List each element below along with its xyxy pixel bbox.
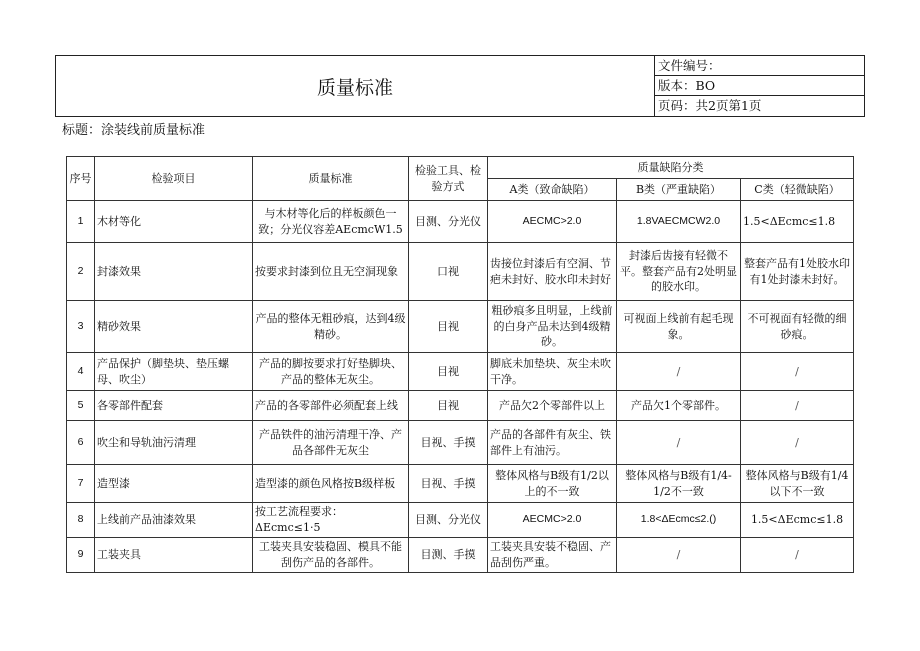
- document-header: [55, 55, 865, 117]
- row-class-c: /: [741, 353, 854, 391]
- row-standard: 产品的整体无粗砂痕，达到4级精砂。: [253, 301, 409, 353]
- row-seq: 3: [67, 301, 95, 353]
- row-class-a: 整体风格与B级有1/2以上的不一致: [488, 465, 617, 503]
- row-standard: 产品的脚按要求打好垫脚块、产品的整体无灰尘。: [253, 353, 409, 391]
- row-class-c: 整体风格与B级有1/4以下不一致: [741, 465, 854, 503]
- row-class-a: 粗砂痕多且明显，上线前的白身产品未达到4级精砂。: [488, 301, 617, 353]
- row-class-b: 1.8VAECMCW2.0: [617, 201, 741, 243]
- row-tools: 目视、手摸: [409, 421, 488, 465]
- page-title: 质量标准: [56, 56, 655, 116]
- table-row: [67, 503, 854, 538]
- row-class-a: 产品的各部件有灰尘、铁部件上有油污。: [488, 421, 617, 465]
- header-defect-group: 质量缺陷分类: [488, 157, 854, 179]
- header-tools: 检验工具、检验方式: [409, 157, 488, 201]
- row-standard: 产品的各零部件必须配套上线: [253, 391, 409, 421]
- row-class-c: 整套产品有1处胶水印有1处封漆未封好。: [741, 243, 854, 301]
- table-row: [67, 243, 854, 301]
- table-row: [67, 421, 854, 465]
- row-item: 各零部件配套: [95, 391, 253, 421]
- header-class-c: C类（轻微缺陷）: [741, 179, 854, 201]
- row-tools: 目测、手摸: [409, 537, 488, 572]
- table-row: [67, 537, 854, 572]
- table-row: [67, 391, 854, 421]
- page-label: 页码：共2页第1页: [658, 98, 762, 113]
- row-seq: 9: [67, 537, 95, 572]
- row-class-b: 封漆后齿接有轻微不平。整套产品有2处明显的胶水印。: [617, 243, 741, 301]
- row-standard: 按要求封漆到位且无空洞现象: [253, 243, 409, 301]
- row-class-c: 1.5<ΔEcmc≤1.8: [741, 201, 854, 243]
- row-item: 精砂效果: [95, 301, 253, 353]
- header-seq: 序号: [67, 157, 95, 201]
- document-subtitle: 标题：涂装线前质量标准: [62, 123, 206, 138]
- row-class-c: /: [741, 537, 854, 572]
- table-row: [67, 301, 854, 353]
- row-tools: 目视、手摸: [409, 465, 488, 503]
- row-standard: 造型漆的颜色风格按B级样板: [253, 465, 409, 503]
- row-item: 吹尘和导轨油污清理: [95, 421, 253, 465]
- row-seq: 2: [67, 243, 95, 301]
- row-item: 木材等化: [95, 201, 253, 243]
- header-class-a: A类（致命缺陷）: [488, 179, 617, 201]
- row-item: 封漆效果: [95, 243, 253, 301]
- row-class-a: 工装夹具安装不稳固、产品刮伤严重。: [488, 537, 617, 572]
- header-class-b: B类（严重缺陷）: [617, 179, 741, 201]
- row-standard: 按工艺流程要求：ΔEcmc≤1·5: [253, 503, 409, 538]
- row-seq: 1: [67, 201, 95, 243]
- row-class-a: AECMC>2.0: [488, 503, 617, 538]
- header-standard: 质量标准: [253, 157, 409, 201]
- row-class-b: 产品欠1个零部件。: [617, 391, 741, 421]
- row-tools: 目视: [409, 353, 488, 391]
- row-standard: 工装夹具安装稳固、模具不能刮伤产品的各部件。: [253, 537, 409, 572]
- row-item: 上线前产品油漆效果: [95, 503, 253, 538]
- row-class-a: 脚底未加垫块、灰尘未吹干净。: [488, 353, 617, 391]
- table-row: [67, 353, 854, 391]
- row-class-c: /: [741, 421, 854, 465]
- row-tools: 目测、分光仪: [409, 201, 488, 243]
- row-standard: 产品铁件的油污清理干净、产品各部件无灰尘: [253, 421, 409, 465]
- table-row: [67, 201, 854, 243]
- row-tools: 目视: [409, 301, 488, 353]
- row-seq: 4: [67, 353, 95, 391]
- row-class-c: /: [741, 391, 854, 421]
- row-class-a: 齿接位封漆后有空洞、节疤未封好、胶水印未封好: [488, 243, 617, 301]
- row-seq: 6: [67, 421, 95, 465]
- version-label: 版本：BO: [654, 76, 864, 96]
- header-item: 检验项目: [95, 157, 253, 201]
- row-class-b: /: [617, 353, 741, 391]
- table-row: [67, 465, 854, 503]
- row-class-b: /: [617, 537, 741, 572]
- row-seq: 7: [67, 465, 95, 503]
- row-class-c: 1.5<ΔEcmc≤1.8: [741, 503, 854, 538]
- row-class-a: AECMC>2.0: [488, 201, 617, 243]
- row-tools: 目视: [409, 391, 488, 421]
- row-item: 工装夹具: [95, 537, 253, 572]
- row-class-c: 不可视面有轻微的细砂痕。: [741, 301, 854, 353]
- row-tools: 口视: [409, 243, 488, 301]
- row-class-b: 1.8<ΔEcmc≤2.(): [617, 503, 741, 538]
- row-class-b: 整体风格与B级有1/4-1/2不一致: [617, 465, 741, 503]
- row-class-b: /: [617, 421, 741, 465]
- quality-standard-table: [66, 156, 854, 573]
- row-class-a: 产品欠2个零部件以上: [488, 391, 617, 421]
- row-tools: 目测、分光仪: [409, 503, 488, 538]
- document-meta: [654, 56, 864, 116]
- row-seq: 5: [67, 391, 95, 421]
- row-seq: 8: [67, 503, 95, 538]
- row-item: 产品保护（脚垫块、垫压螺母、吹尘）: [95, 353, 253, 391]
- row-standard: 与木材等化后的样板颜色一致；分光仪容差AEcmcW1.5: [253, 201, 409, 243]
- row-item: 造型漆: [95, 465, 253, 503]
- doc-number-label: 文件编号：: [654, 56, 864, 76]
- row-class-b: 可视面上线前有起毛现象。: [617, 301, 741, 353]
